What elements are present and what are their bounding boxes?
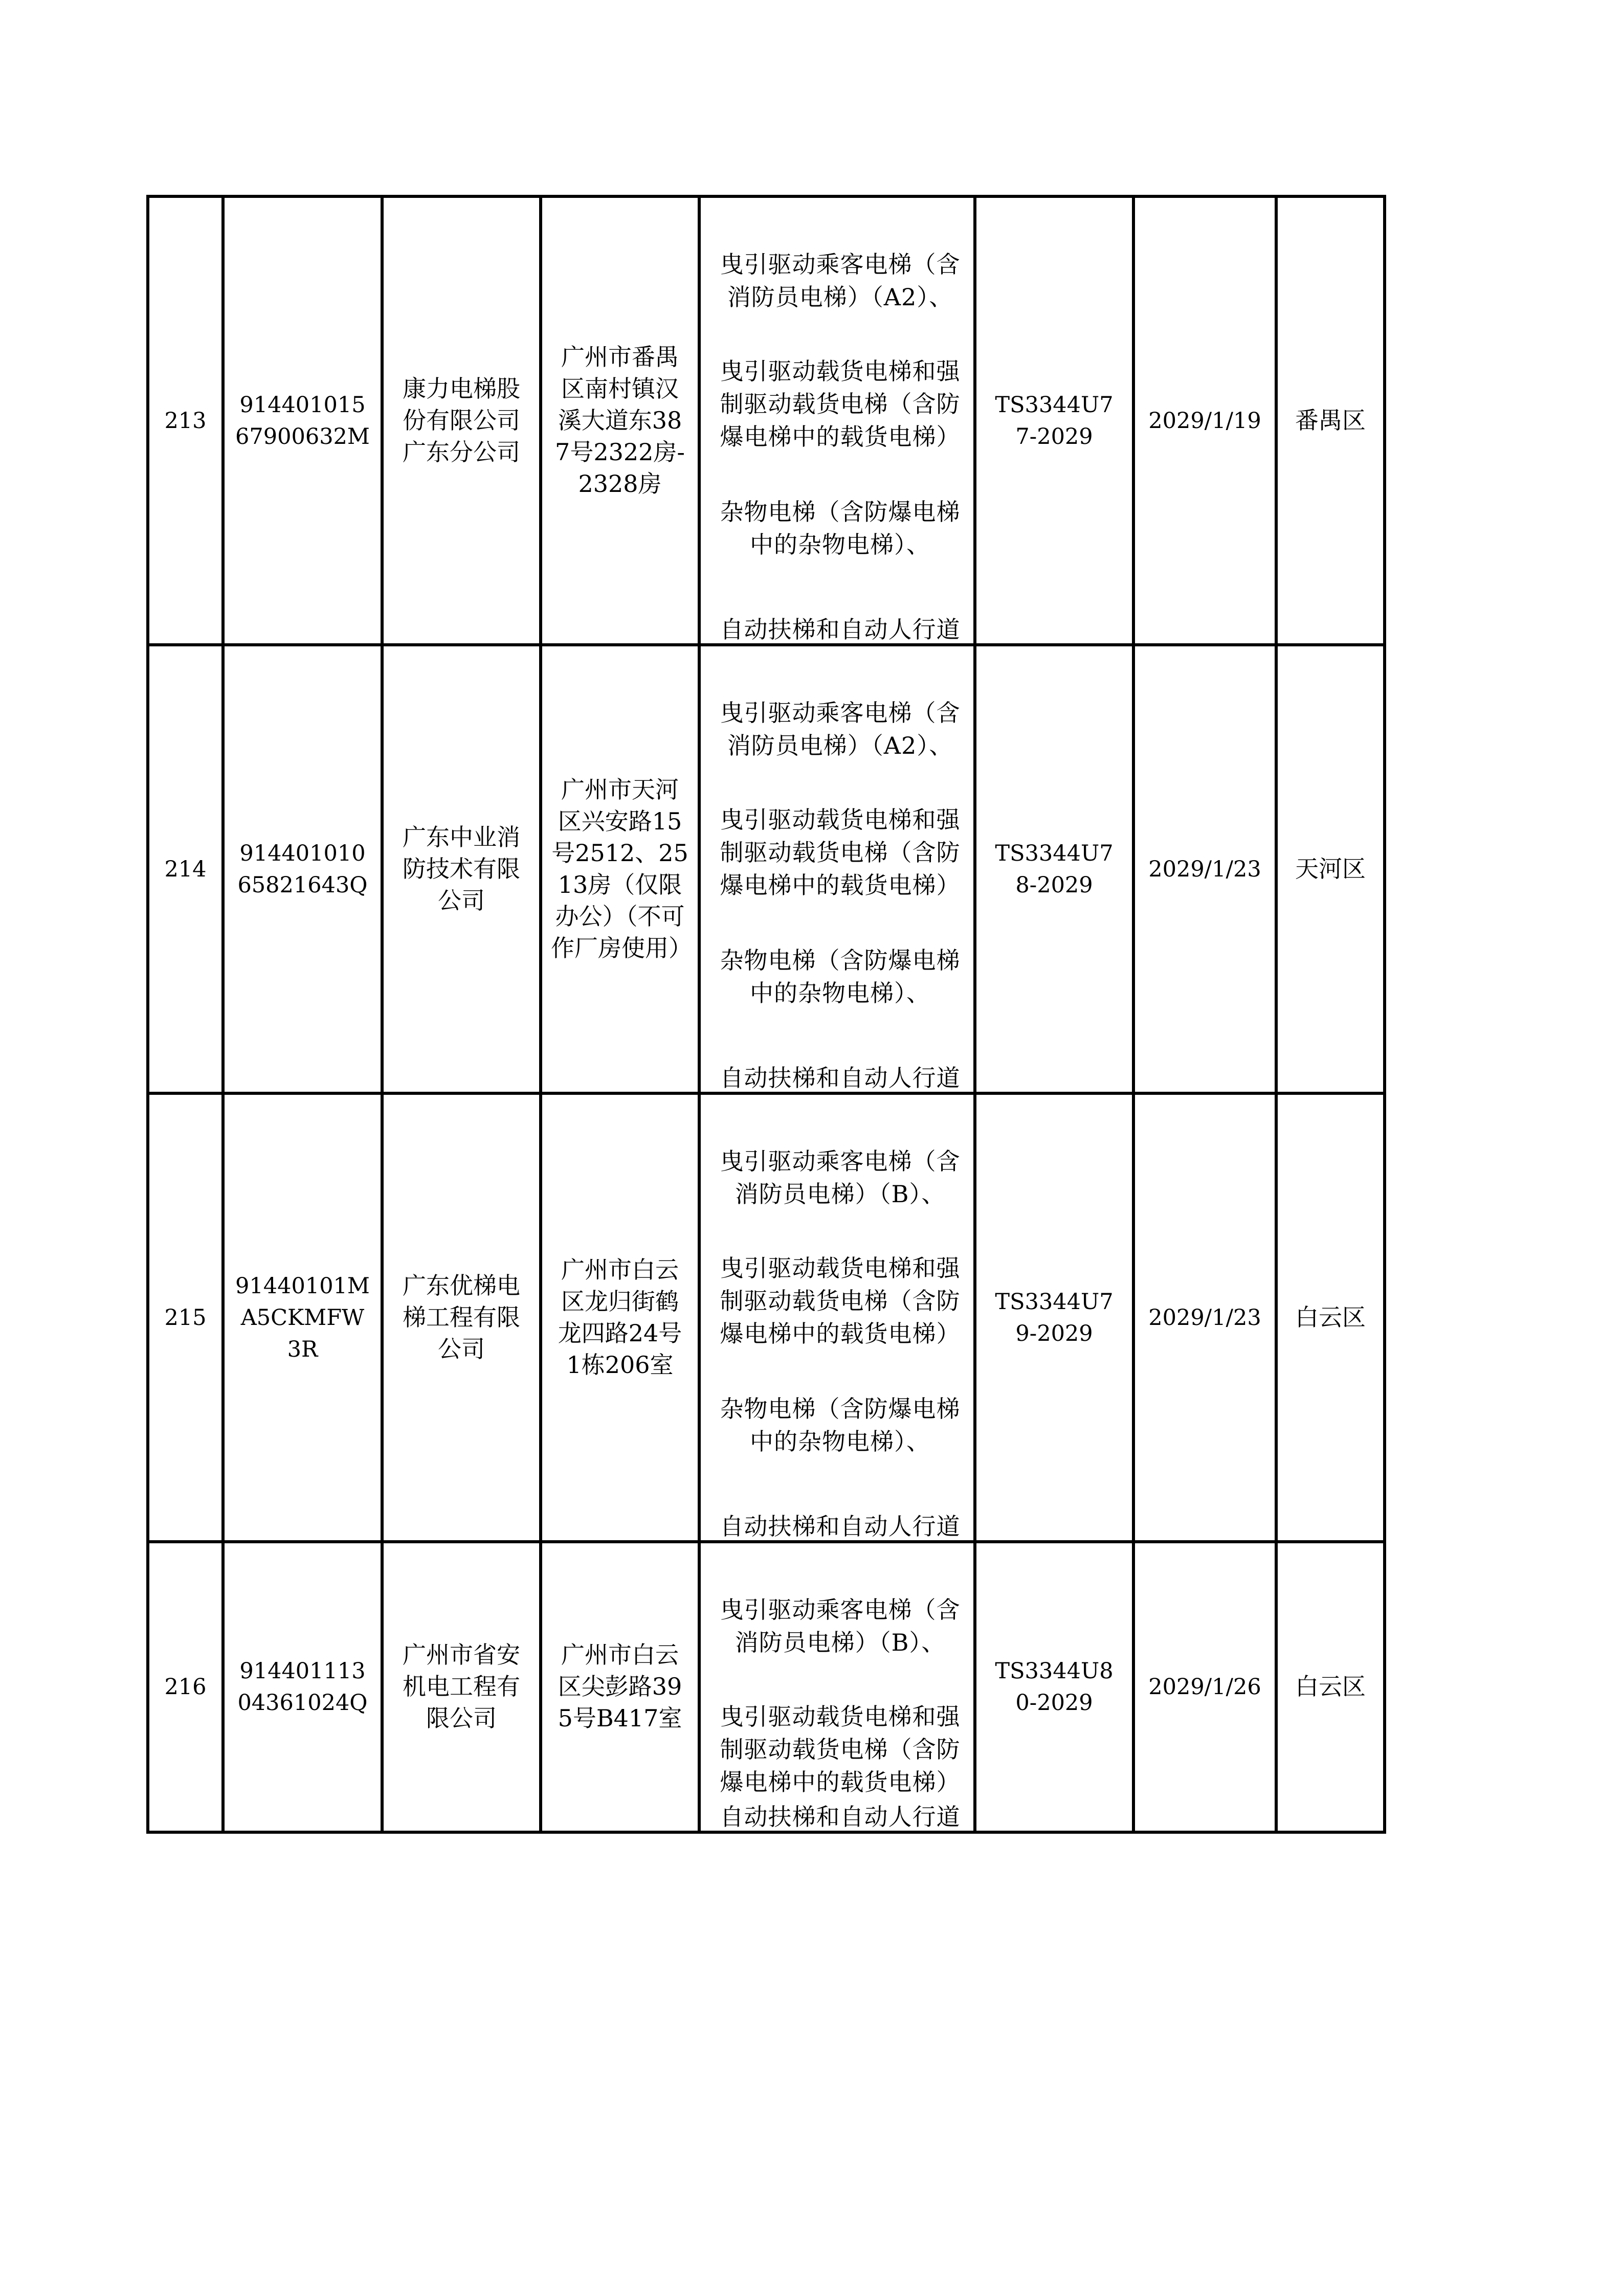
scope-item: 杂物电梯（含防爆电梯中的杂物电梯）、 [720, 1395, 961, 1455]
address: 广州市白云区尖彭路395号B417室 [558, 1641, 682, 1732]
credit-code-cell [223, 1093, 382, 1542]
district: 白云区 [1295, 1673, 1366, 1700]
company-name-cell [382, 645, 541, 1093]
credit-code: 91440101MA5CKMFW3R [235, 1273, 370, 1362]
table-row [148, 196, 1385, 645]
company-name-cell [382, 1542, 541, 1832]
scope-item: 曳引驱动载货电梯和强制驱动载货电梯（含防爆电梯中的载货电梯） [720, 357, 961, 451]
district-cell [1276, 196, 1385, 645]
certificate-number: TS3344U80-2029 [995, 1658, 1114, 1716]
expiry-date-cell [1133, 1093, 1276, 1542]
expiry-date: 2029/1/23 [1148, 856, 1261, 882]
table-row [148, 1093, 1385, 1542]
certificate-number: TS3344U77-2029 [995, 392, 1114, 449]
license-scope-cell [699, 196, 975, 645]
expiry-date: 2029/1/26 [1148, 1674, 1261, 1700]
address-cell [541, 1093, 699, 1542]
scope-item: 自动扶梯和自动人行道 [720, 616, 961, 643]
district: 天河区 [1295, 854, 1366, 883]
scope-item: 曳引驱动乘客电梯（含消防员电梯）（B）、 [720, 1147, 961, 1208]
table-row [148, 1542, 1385, 1832]
certificate-number: TS3344U78-2029 [995, 840, 1114, 898]
scope-item: 自动扶梯和自动人行道 [720, 1803, 961, 1831]
scope-item: 曳引驱动乘客电梯（含消防员电梯）（A2）、 [720, 699, 961, 759]
license-table [146, 195, 1386, 1834]
license-scope-cell [699, 1542, 975, 1832]
company-name: 广东优梯电梯工程有限公司 [403, 1271, 520, 1363]
address-cell [541, 1542, 699, 1832]
row-number: 214 [164, 856, 207, 882]
credit-code-cell [223, 645, 382, 1093]
credit-code-cell [223, 196, 382, 645]
company-name-cell [382, 1093, 541, 1542]
scope-item: 自动扶梯和自动人行道 [720, 1513, 961, 1540]
district-cell [1276, 1542, 1385, 1832]
scope-item: 自动扶梯和自动人行道 [720, 1064, 961, 1092]
expiry-date-cell [1133, 196, 1276, 645]
credit-code: 91440101567900632M [235, 392, 370, 449]
scope-item: 杂物电梯（含防爆电梯中的杂物电梯）、 [720, 947, 961, 1007]
row-number-cell [148, 1542, 223, 1832]
address: 广州市白云区龙归街鹤龙四路24号1栋206室 [558, 1255, 682, 1379]
row-number-cell [148, 1093, 223, 1542]
company-name: 广东中业消防技术有限公司 [403, 823, 520, 914]
license-scope-cell [699, 1093, 975, 1542]
scope-item: 曳引驱动载货电梯和强制驱动载货电梯（含防爆电梯中的载货电梯） [720, 1254, 961, 1347]
scope-item: 曳引驱动载货电梯和强制驱动载货电梯（含防爆电梯中的载货电梯） [720, 1703, 961, 1796]
table-row [148, 645, 1385, 1093]
company-name: 广州市省安机电工程有限公司 [403, 1641, 520, 1732]
company-name-cell [382, 196, 541, 645]
expiry-date: 2029/1/19 [1148, 408, 1261, 434]
district: 白云区 [1295, 1303, 1366, 1331]
row-number: 213 [164, 408, 207, 434]
certificate-number-cell [975, 196, 1133, 645]
certificate-number: TS3344U79-2029 [995, 1289, 1114, 1346]
credit-code: 91440111304361024Q [237, 1658, 368, 1716]
address: 广州市番禺区南村镇汉溪大道东387号2322房-2328房 [555, 343, 685, 498]
credit-code: 91440101065821643Q [237, 840, 368, 898]
district-cell [1276, 645, 1385, 1093]
scope-item: 曳引驱动乘客电梯（含消防员电梯）（A2）、 [720, 251, 961, 311]
scope-item: 杂物电梯（含防爆电梯中的杂物电梯）、 [720, 498, 961, 558]
district-cell [1276, 1093, 1385, 1542]
credit-code-cell [223, 1542, 382, 1832]
expiry-date-cell [1133, 1542, 1276, 1832]
company-name: 康力电梯股份有限公司广东分公司 [403, 374, 520, 466]
row-number-cell [148, 645, 223, 1093]
address-cell [541, 645, 699, 1093]
row-number: 216 [164, 1674, 207, 1700]
license-scope-cell [699, 645, 975, 1093]
row-number: 215 [164, 1304, 207, 1331]
expiry-date-cell [1133, 645, 1276, 1093]
certificate-number-cell [975, 1542, 1133, 1832]
expiry-date: 2029/1/23 [1148, 1304, 1261, 1331]
address: 广州市天河区兴安路15号2512、2513房（仅限办公）（不可作厂房使用） [551, 775, 692, 962]
certificate-number-cell [975, 645, 1133, 1093]
scope-item: 曳引驱动载货电梯和强制驱动载货电梯（含防爆电梯中的载货电梯） [720, 806, 961, 899]
row-number-cell [148, 196, 223, 645]
address-cell [541, 196, 699, 645]
certificate-number-cell [975, 1093, 1133, 1542]
district: 番禺区 [1295, 406, 1366, 434]
scope-item: 曳引驱动乘客电梯（含消防员电梯）（B）、 [720, 1596, 961, 1656]
